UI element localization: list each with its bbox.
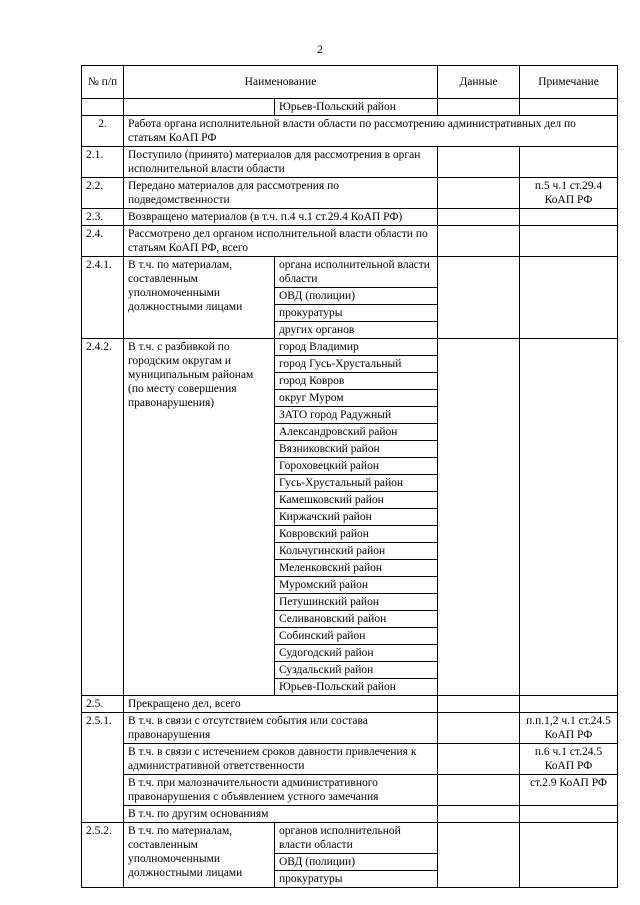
sub-cell: Гороховецкий район xyxy=(275,458,438,475)
page-number: 2 xyxy=(317,42,323,56)
sub-cell: Камешковский район xyxy=(275,492,438,509)
header-data: Данные xyxy=(438,66,520,99)
sub-cell: Ковровский район xyxy=(275,526,438,543)
sub-cell: Юрьев-Польский район xyxy=(275,99,438,116)
sub-cell: Киржачский район xyxy=(275,509,438,526)
header-note: Примечание xyxy=(520,66,618,99)
sub-cell: ОВД (полиции) xyxy=(275,854,438,871)
sub-cell: органов исполнительной власти области xyxy=(275,823,438,854)
table-row xyxy=(82,775,618,806)
sub-cell: город Ковров xyxy=(275,373,438,390)
sub-cell: ОВД (полиции) xyxy=(275,288,438,305)
row-text: В т.ч. по материалам, составленным уполномоченными должностными лицами xyxy=(124,823,275,888)
table-row xyxy=(82,257,618,288)
row-num: 2.4.1. xyxy=(82,257,124,339)
row-text: Прекращено дел, всего xyxy=(124,696,438,713)
header-num: № п/п xyxy=(82,66,124,99)
row-num: 2. xyxy=(82,116,124,147)
row-note: п.5 ч.1 ст.29.4 КоАП РФ xyxy=(520,178,618,209)
row-text: В т.ч. в связи с отсутствием события или состава правонарушения xyxy=(124,713,438,744)
header-row xyxy=(82,66,618,99)
report-table xyxy=(81,65,618,888)
table-row xyxy=(82,823,618,854)
sub-cell: город Владимир xyxy=(275,339,438,356)
sub-cell: округ Муром xyxy=(275,390,438,407)
row-num: 2.3. xyxy=(82,209,124,226)
row-text: В т.ч. в связи с истечением сроков давности привлечения к административной ответственности xyxy=(124,744,438,775)
sub-cell: прокуратуры xyxy=(275,871,438,888)
sub-cell: ЗАТО город Радужный xyxy=(275,407,438,424)
row-num: 2.1. xyxy=(82,147,124,178)
table-row xyxy=(82,339,618,356)
row-text: В т.ч. с разбивкой по городским округам и муниципальным районам (по месту совершения правонарушения) xyxy=(124,339,275,696)
row-note: ст.2.9 КоАП РФ xyxy=(520,775,618,806)
sub-cell: город Гусь-Хрустальный xyxy=(275,356,438,373)
table-row xyxy=(82,99,618,116)
row-num: 2.5.1. xyxy=(82,713,124,823)
sub-cell: Гусь-Хрустальный район xyxy=(275,475,438,492)
sub-cell: Александровский район xyxy=(275,424,438,441)
row-text: В т.ч. по материалам, составленным уполномоченными должностными лицами xyxy=(124,257,275,339)
row-text: В т.ч. по другим основаниям xyxy=(124,806,438,823)
table-row xyxy=(82,209,618,226)
row-note: п.6 ч.1 ст.24.5 КоАП РФ xyxy=(520,744,618,775)
sub-cell: Муромский район xyxy=(275,577,438,594)
table-row xyxy=(82,713,618,744)
row-note: п.п.1,2 ч.1 ст.24.5 КоАП РФ xyxy=(520,713,618,744)
sub-cell: Судогодский район xyxy=(275,645,438,662)
sub-cell: Суздальский район xyxy=(275,662,438,679)
sub-cell: Вязниковский район xyxy=(275,441,438,458)
sub-cell: Меленковский район xyxy=(275,560,438,577)
sub-cell: Петушинский район xyxy=(275,594,438,611)
row-num: 2.5. xyxy=(82,696,124,713)
table-row xyxy=(82,806,618,823)
row-text: Рассмотрено дел органом исполнительной власти области по статьям КоАП РФ, всего xyxy=(124,226,438,257)
sub-cell: других органов xyxy=(275,322,438,339)
table-row xyxy=(82,116,618,147)
sub-cell: Селивановский район xyxy=(275,611,438,628)
sub-cell: прокуратуры xyxy=(275,305,438,322)
row-text: Поступило (принято) материалов для рассмотрения в орган исполнительной власти области xyxy=(124,147,438,178)
header-name: Наименование xyxy=(124,66,438,99)
table-row xyxy=(82,147,618,178)
table-row xyxy=(82,178,618,209)
row-text: Работа органа исполнительной власти области по рассмотрению административных дел по статьям КоАП РФ xyxy=(124,116,618,147)
row-text: Передано материалов для рассмотрения по подведомственности xyxy=(124,178,438,209)
sub-cell: Кольчугинский район xyxy=(275,543,438,560)
table-row xyxy=(82,744,618,775)
row-num: 2.5.2. xyxy=(82,823,124,888)
table-row xyxy=(82,696,618,713)
row-text: В т.ч. при малозначительности административного правонарушения с объявлением устного замечания xyxy=(124,775,438,806)
sub-cell: Юрьев-Польский район xyxy=(275,679,438,696)
sub-cell: Собинский район xyxy=(275,628,438,645)
row-num: 2.2. xyxy=(82,178,124,209)
row-num: 2.4. xyxy=(82,226,124,257)
row-num: 2.4.2. xyxy=(82,339,124,696)
row-text: Возвращено материалов (в т.ч. п.4 ч.1 ст.29.4 КоАП РФ) xyxy=(124,209,438,226)
table-row xyxy=(82,226,618,257)
sub-cell: органа исполнительной власти области xyxy=(275,257,438,288)
